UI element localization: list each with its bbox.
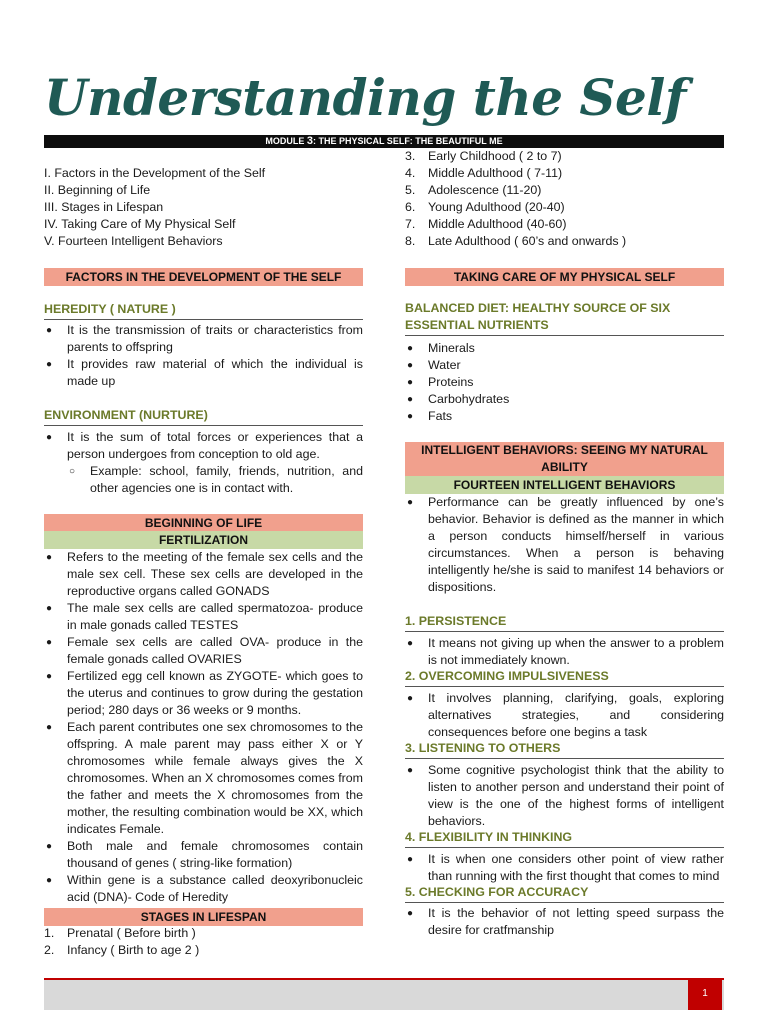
- outline-item: IV. Taking Care of My Physical Self: [44, 217, 236, 231]
- sub-list-item: ○ Example: school, family, friends, nutrition, and other agencies one is in contact with.: [67, 463, 363, 497]
- module-bar: [44, 135, 724, 148]
- list-item: ● It is the transmission of traits or characteristics from parents to offspring: [44, 322, 363, 356]
- stage-number: 4.: [405, 166, 416, 180]
- intelligent-band: INTELLIGENT BEHAVIORS: SEEING MY NATURAL ABILITY: [405, 442, 724, 476]
- list-item: ● Proteins: [405, 374, 724, 391]
- list-item: ● Within gene is a substance called deoxyribonucleic acid (DNA)- Code of Heredity: [44, 872, 363, 906]
- list-item: ● Fats: [405, 408, 724, 425]
- care-band: TAKING CARE OF MY PHYSICAL SELF: [405, 268, 724, 286]
- page-number: 1: [688, 978, 722, 1010]
- outline-item: III. Stages in Lifespan: [44, 200, 164, 214]
- behavior-list: [405, 762, 724, 830]
- behavior-heading: 4. FLEXIBILITY IN THINKING: [405, 828, 724, 848]
- stage-number: 8.: [405, 234, 416, 248]
- factors-band: FACTORS IN THE DEVELOPMENT OF THE SELF: [44, 268, 363, 286]
- stage-item: [405, 148, 724, 165]
- fertilization-band: FERTILIZATION: [44, 531, 363, 549]
- list-item: ● Female sex cells are called OVA- produce in the female gonads called OVARIES: [44, 634, 363, 668]
- stage-item: [405, 233, 724, 250]
- stage-text: Young Adulthood (20-40): [428, 200, 565, 214]
- stage-item: [405, 216, 724, 233]
- list-item: [44, 429, 363, 497]
- stages-list-right: [405, 148, 724, 250]
- environment-list: [44, 429, 363, 497]
- stage-number: 6.: [405, 200, 416, 214]
- behavior-list: [405, 635, 724, 669]
- list-item: ● It involves planning, clarifying, goals, exploring alternatives strategies, and considering consequences before one begins a task: [405, 690, 724, 741]
- stage-item: [405, 199, 724, 216]
- stage-number: 5.: [405, 183, 416, 197]
- module-number: 3: [306, 135, 313, 147]
- stage-text: Late Adulthood ( 60’s and onwards ): [428, 234, 627, 248]
- list-item: ● Refers to the meeting of the female sex cells and the male sex cell. These sex cells are developed in the reproductive organs called GONADS: [44, 549, 363, 600]
- stage-number: 7.: [405, 217, 416, 231]
- stage-text: Adolescence (11-20): [428, 183, 542, 197]
- stage-text: Early Childhood ( 2 to 7): [428, 149, 562, 163]
- list-item: ● It means not giving up when the answer to a problem is not immediately known.: [405, 635, 724, 669]
- document-title: Understanding the Self: [44, 68, 686, 127]
- stage-text: Infancy ( Birth to age 2 ): [67, 943, 200, 957]
- list-item-text: It is the sum of total forces or experiences that a person undergoes from conception to old age.: [67, 430, 363, 461]
- footer-bar: [44, 980, 724, 1010]
- beginning-band: BEGINNING OF LIFE: [44, 514, 363, 532]
- behavior-list: [405, 690, 724, 741]
- stage-number: 1.: [44, 926, 55, 940]
- list-item: ● Water: [405, 357, 724, 374]
- stages-list-left: [44, 925, 363, 959]
- heredity-list: [44, 322, 363, 390]
- behavior-list: [405, 905, 724, 939]
- outline-item: I. Factors in the Development of the Self: [44, 166, 266, 180]
- stage-number: 3.: [405, 149, 416, 163]
- list-item: ● It is the behavior of not letting speed surpass the desire for cratfmanship: [405, 905, 724, 939]
- nutrients-list: [405, 340, 724, 425]
- behavior-heading: 1. PERSISTENCE: [405, 612, 724, 632]
- list-item: ● The male sex cells are called spermatozoa- produce in male gonads called TESTES: [44, 600, 363, 634]
- stage-item: [44, 942, 363, 959]
- heredity-heading: HEREDITY ( NATURE ): [44, 300, 363, 320]
- list-item: ● Minerals: [405, 340, 724, 357]
- stage-text: Middle Adulthood ( 7-11): [428, 166, 563, 180]
- list-item: ● Some cognitive psychologist think that the ability to listen to another person and understand their point of view is the one of the highest forms of intelligent behaviors.: [405, 762, 724, 830]
- list-item: ● Both male and female chromosomes contain thousand of genes ( string-like formation): [44, 838, 363, 872]
- list-item: ● It provides raw material of which the individual is made up: [44, 356, 363, 390]
- list-item: ● Performance can be greatly influenced by one’s behavior. Behavior is defined as the manner in which a person conducts himself/herself in various circumstances. When a person is behaving intelligently he/she is said to manifest 14 behaviors or dispositions.: [405, 494, 724, 596]
- list-item: ● Each parent contributes one sex chromosomes to the offspring. A male parent may pass either X or Y chromosomes while female always gives the X chromosomes. When an X chromosomes comes from the father and meets the X chromosomes from the mother, the resulting combination would be XX, which indicates Female.: [44, 719, 363, 838]
- stages-band: STAGES IN LIFESPAN: [44, 908, 363, 926]
- stage-item: [405, 165, 724, 182]
- list-item: ● It is when one considers other point of view rather than running with the first thought that comes to mind: [405, 851, 724, 885]
- stage-item: [44, 925, 363, 942]
- stage-number: 2.: [44, 943, 55, 957]
- behavior-heading: 5. CHECKING FOR ACCURACY: [405, 883, 724, 903]
- stage-text: Prenatal ( Before birth ): [67, 926, 196, 940]
- diet-heading: BALANCED DIET: HEALTHY SOURCE OF SIX ESSENTIAL NUTRIENTS: [405, 300, 724, 336]
- fourteen-band: FOURTEEN INTELLIGENT BEHAVIORS: [405, 476, 724, 494]
- intro-list: [405, 494, 724, 596]
- module-subtitle: : THE PHYSICAL SELF: THE BEAUTIFUL ME: [312, 136, 503, 146]
- environment-sublist: [67, 463, 363, 497]
- stage-item: [405, 182, 724, 199]
- behavior-heading: 2. OVERCOMING IMPULSIVENESS: [405, 667, 724, 687]
- behavior-heading: 3. LISTENING TO OTHERS: [405, 739, 724, 759]
- fertilization-list: [44, 549, 363, 906]
- behavior-list: [405, 851, 724, 885]
- outline-item: II. Beginning of Life: [44, 183, 151, 197]
- environment-heading: ENVIRONMENT (NURTURE): [44, 406, 363, 426]
- list-item: ● Carbohydrates: [405, 391, 724, 408]
- outline-item: V. Fourteen Intelligent Behaviors: [44, 234, 223, 248]
- module-prefix: MODULE: [265, 136, 307, 146]
- stage-text: Middle Adulthood (40-60): [428, 217, 567, 231]
- list-item: ● Fertilized egg cell known as ZYGOTE- which goes to the uterus and continues to grow during the gestation period; 280 days or 36 weeks or 9 months.: [44, 668, 363, 719]
